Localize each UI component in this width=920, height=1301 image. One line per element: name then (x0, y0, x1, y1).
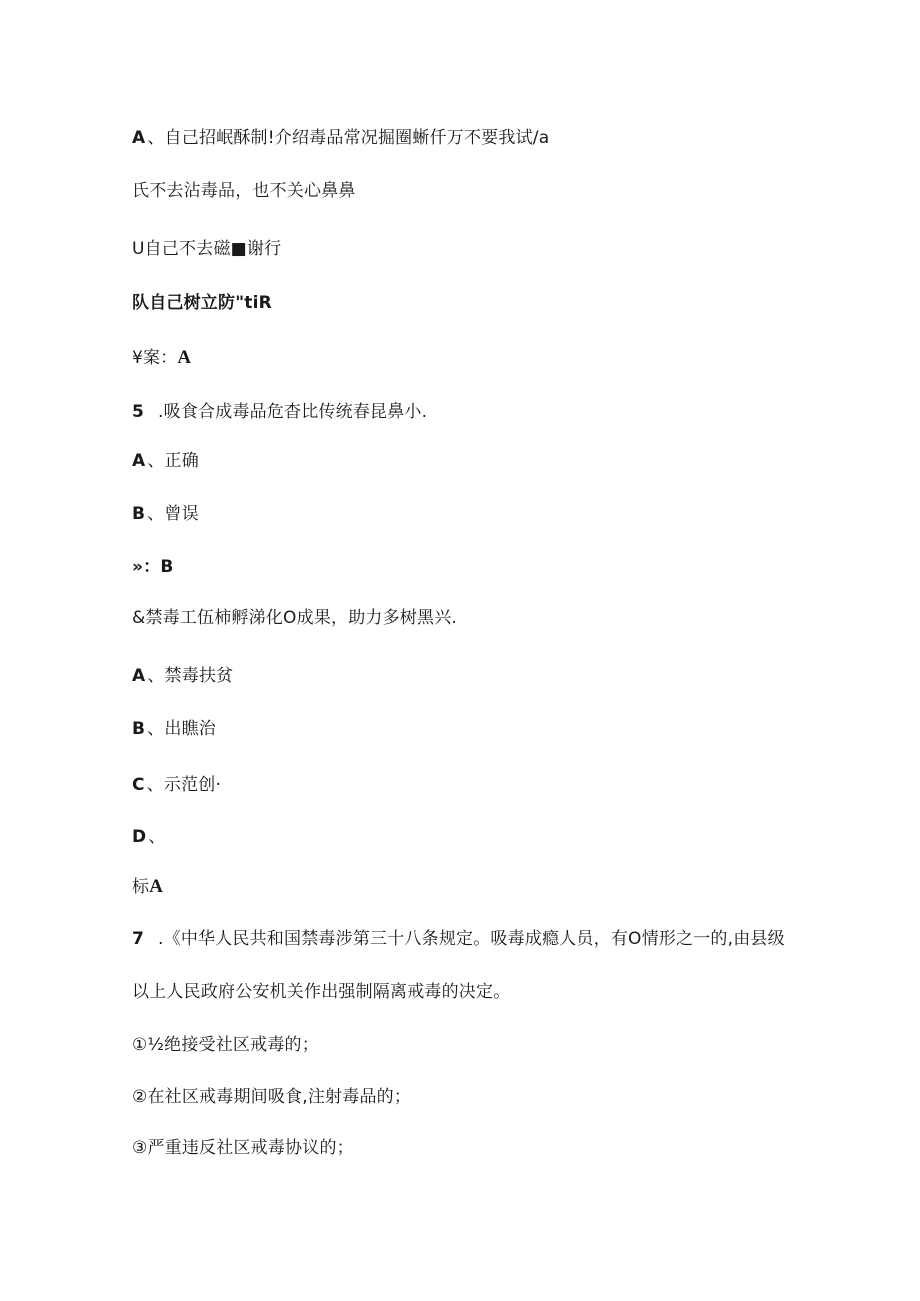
option-label: A (132, 666, 146, 686)
option-line-b (132, 503, 199, 525)
question-6 (132, 607, 457, 629)
option-line-c (132, 774, 221, 796)
option-label: B (132, 719, 146, 739)
option-label: A (132, 451, 146, 471)
answer-value: »：B (132, 557, 174, 577)
text-line (132, 981, 510, 1003)
option-line-b (132, 718, 216, 740)
question-text-continued: 以上人民政府公安机关作出强制隔离戒毒的决定。 (132, 982, 511, 1002)
option-label: C (132, 775, 145, 795)
text-line (132, 238, 281, 260)
question-text: .《中华人民共和国禁毒涉第三十八条规定。吸毒成瘾人员，有O情形之一的,由县级 (158, 929, 785, 949)
answer-value: A (149, 876, 164, 897)
question-number: 7 (132, 929, 145, 949)
option-text: 队自己树立防"tiR (132, 293, 272, 313)
option-label: A (132, 128, 146, 148)
question-7 (132, 928, 785, 950)
option-text: 、曾误 (147, 504, 199, 524)
option-text: U自己不去磁■谢行 (132, 239, 282, 259)
text-line (132, 292, 272, 314)
option-label: B (132, 504, 146, 524)
option-text: 、自己招岷酥制!介绍毒品常况掘圈蜥仟万不要我试/a (147, 128, 550, 148)
question-text: .吸食合成毒品危杳比传统春昆鼻小. (158, 402, 428, 422)
answer-prefix: ¥案： (132, 348, 178, 368)
list-item (132, 1137, 354, 1159)
answer-line (132, 556, 174, 578)
list-item (132, 1034, 319, 1056)
list-item-text: ②在社区戒毒期间吸食,注射毒品的； (132, 1087, 412, 1107)
option-text: 、 (148, 827, 166, 847)
answer-line (132, 876, 163, 898)
list-item-text: ③严重违反社区戒毒协议的； (132, 1138, 354, 1158)
question-number: 5 (132, 402, 145, 422)
option-text: 、示范创· (146, 775, 222, 795)
answer-prefix: 标 (132, 877, 150, 897)
question-5 (132, 401, 427, 423)
answer-value: A (177, 347, 192, 368)
option-label: D (132, 827, 147, 847)
list-item (132, 1086, 411, 1108)
option-line-a (132, 127, 549, 149)
option-line-d (132, 826, 166, 848)
option-text: 氏不去沾毒品，也不关心鼻鼻 (132, 181, 356, 201)
option-text: 、正确 (147, 451, 199, 471)
option-line-a (132, 665, 233, 687)
option-text: 、禁毒扶贫 (147, 666, 234, 686)
list-item-text: ①½绝接受社区戒毒的； (132, 1035, 319, 1055)
answer-line (132, 347, 191, 369)
question-text: &禁毒工伍柿孵涕化O成果，助力多树黑兴. (132, 608, 458, 628)
text-line (132, 180, 356, 202)
option-line-a (132, 450, 199, 472)
option-text: 、出瞧治 (147, 719, 216, 739)
